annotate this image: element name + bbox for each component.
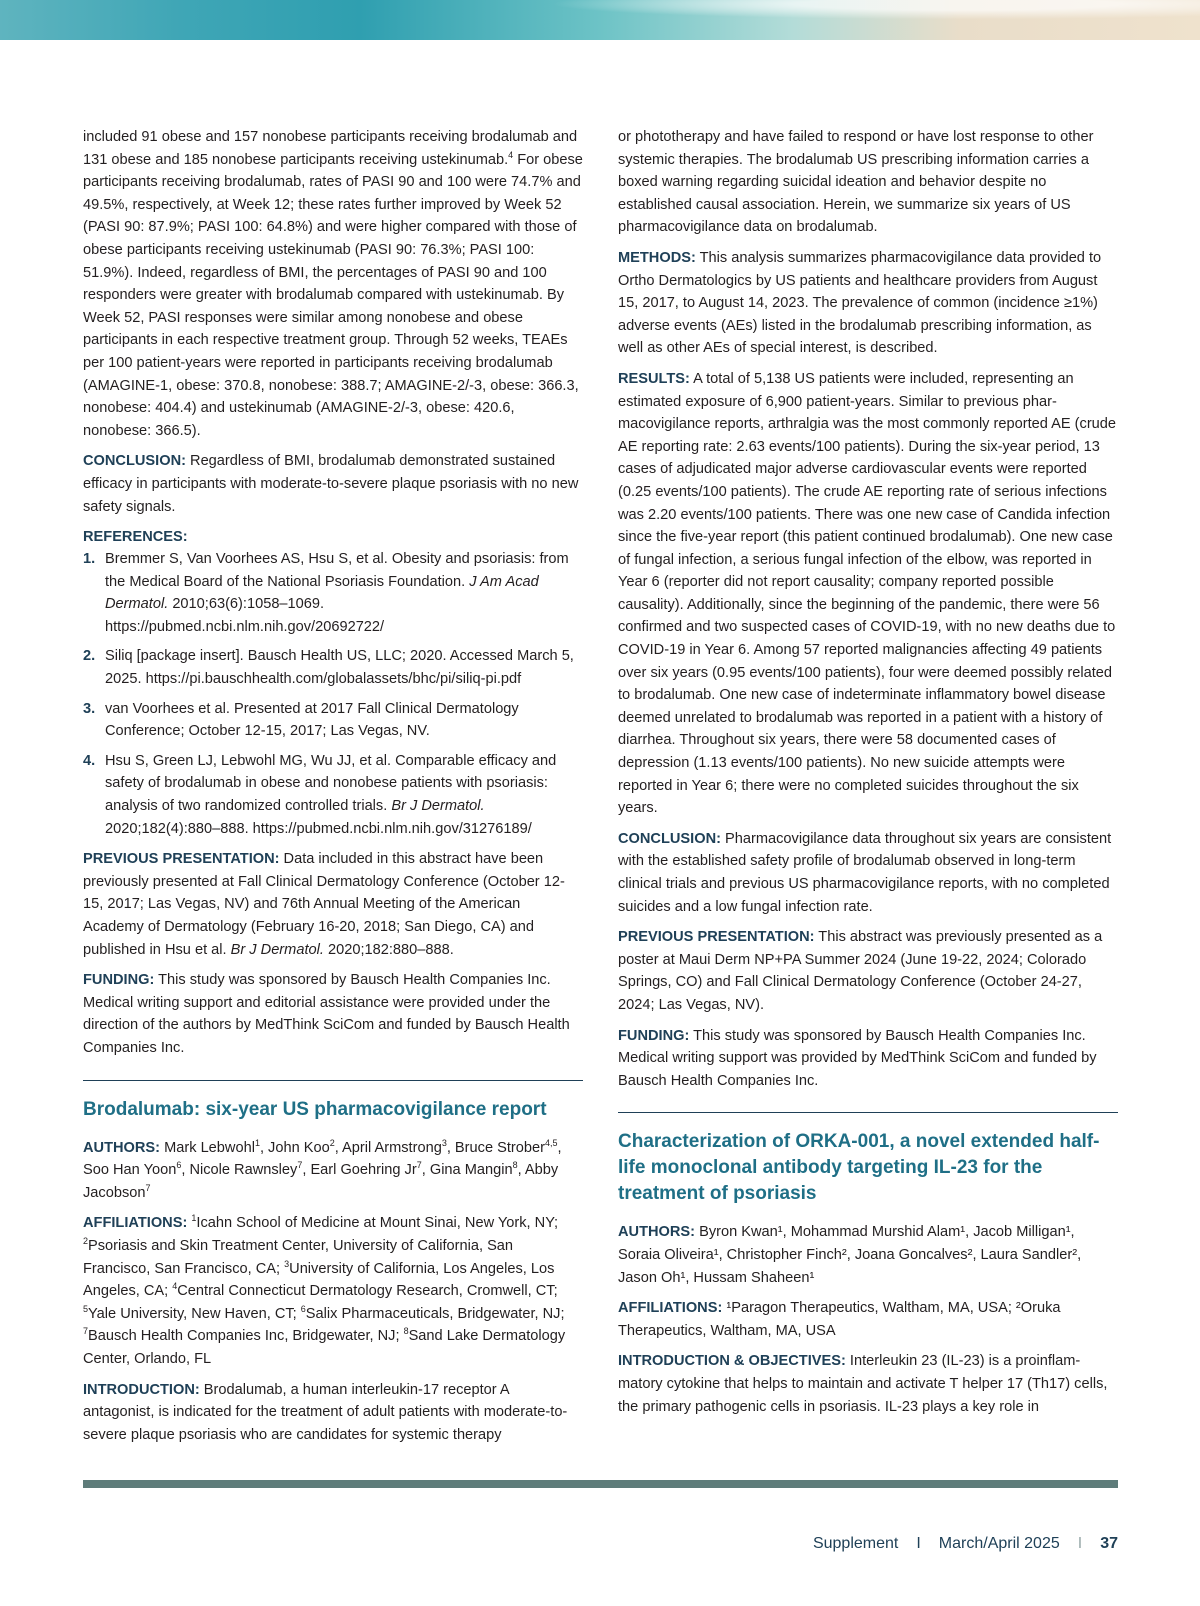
author-name: , Earl Goehring Jr bbox=[302, 1162, 417, 1179]
superscript: 5 bbox=[83, 1303, 89, 1314]
reference-text bbox=[105, 645, 583, 690]
text: included 91 obese and 157 nonobese participants receiving brodalumab and 131 obese and 185 nonobese participants receiving ustekinumab. bbox=[83, 129, 578, 168]
superscript: 7 bbox=[297, 1160, 303, 1171]
page-number: 37 bbox=[1100, 1535, 1118, 1552]
affiliation-text: Icahn School of Medicine at Mount Sinai, New York, NY; bbox=[196, 1215, 559, 1232]
previous-presentation-paragraph bbox=[83, 848, 583, 961]
methods-paragraph bbox=[618, 247, 1118, 360]
authors-text: Byron Kwan¹, Mohammad Murshid Alam¹, Jacob Milligan¹, Soraia Oliveira¹, Christopher Finch², Joana Goncalves², Laura Sandler², Jason Oh¹, Hussam Shaheen¹ bbox=[618, 1224, 1082, 1286]
footer-separator: I bbox=[916, 1535, 921, 1552]
affiliations-paragraph bbox=[83, 1212, 583, 1370]
reference-number: 1. bbox=[83, 551, 96, 568]
superscript: 7 bbox=[83, 1326, 89, 1337]
results-text: A total of 5,138 US patients were included, representing an estimated exposure of 6,900 patient-years. Similar to previous pharmacovigilance reports, arthralgia was the most commonly reported AE (crude AE reporting rate: 2.63 events/100 patients). During the six-year period, 13 cases of adjudicated major adverse cardiovascular events were reported (0.25 events/100 patients). The crude AE reporting rate of serious infections was 2.20 events/100 patients. There was one new case of Candida infection since the five-year report (this patient continued brodalumab). One new case of fungal infection, a serious fungal infection of the elbow, was reported in Year 6 (reporter did not report causality; company reported possible causality). Additionally, since the beginning of the pandemic, there were 56 confirmed and two suspected cases of COVID-19, with no new deaths due to COVID-19 in Year 6. Among 57 reported malignancies affecting 49 patients over six years (0.95 events/100 patients), four were deemed possibly related to brodalumab. One new case of indeterminate inflammatory bowel disease deemed unrelated to brodalumab was reported in a patient with a history of diarrhea. Throughout six years, there were 58 documented cases of depression (1.13 events/100 patients). No new suicide attempts were reported in Year 6; there were no completed suicides throughout the six years. bbox=[618, 370, 1117, 817]
conclusion-label: CONCLUSION: bbox=[83, 453, 186, 470]
conclusion-paragraph bbox=[83, 450, 583, 518]
introduction-label: INTRODUCTION: bbox=[83, 1381, 200, 1398]
author-name: , Bruce Strober bbox=[446, 1139, 545, 1156]
footer-section: Supplement bbox=[812, 1535, 899, 1552]
funding-label: FUNDING: bbox=[618, 1027, 690, 1044]
superscript: 8 bbox=[403, 1326, 409, 1337]
superscript: 3 bbox=[441, 1137, 447, 1148]
footer-bar bbox=[83, 1480, 1118, 1488]
text: or phototherapy and have failed to respond or have lost response to other systemic therapies. The brodalumab US prescribing information carries a boxed warning regarding suicidal ideation and behavior despite no established causal association. Herein, we summarize six years of US pharmacovigilance data on brodalumab. bbox=[618, 129, 1094, 236]
previous-presentation-label: PREVIOUS PRESENTATION: bbox=[83, 851, 280, 868]
methods-label: METHODS: bbox=[618, 249, 696, 266]
superscript: 4 bbox=[172, 1281, 178, 1292]
footer-separator: I bbox=[1077, 1535, 1083, 1552]
reference-number: 4. bbox=[83, 752, 96, 769]
introduction-paragraph bbox=[618, 1350, 1118, 1418]
reference-text bbox=[105, 698, 583, 743]
authors-label: AUTHORS: bbox=[618, 1224, 696, 1241]
affiliation-text: Central Connecticut Dermatology Research, Cromwell, CT; bbox=[177, 1283, 558, 1300]
previous-presentation-label: PREVIOUS PRESENTATION: bbox=[618, 929, 815, 946]
author-name: , Nicole Rawnsley bbox=[181, 1162, 298, 1179]
text: 2020;182:880–888. bbox=[323, 941, 454, 958]
text: Hsu S, Green LJ, Lebwohl MG, Wu JJ, et al. Comparable efficacy and safety of brodalumab in obese and nonobese patients with psoriasis: analysis of two randomized controlled trials. bbox=[105, 752, 557, 815]
superscript: 6 bbox=[176, 1160, 182, 1171]
superscript: 2 bbox=[329, 1137, 335, 1148]
abstract-title: Characterization of ORKA-001, a novel extended half-life monoclonal antibody targeting IL-23 for the treatment of psoriasis bbox=[618, 1131, 1100, 1205]
affiliation-text: Bausch Health Companies Inc, Bridgewater, NJ; bbox=[88, 1328, 404, 1345]
affiliations-paragraph bbox=[618, 1297, 1118, 1342]
affiliations-label: AFFILIATIONS: bbox=[83, 1215, 188, 1232]
reference-number: 3. bbox=[83, 700, 96, 717]
affiliation-text: Psoriasis and Skin Treatment Center, University of California, San Francisco, San Francisco, CA; bbox=[83, 1237, 514, 1277]
text: For obese participants receiving brodalumab, rates of PASI 90 and 100 were 74.7% and 49.5%, respectively, at Week 12; these rates further improved by Week 52 (PASI 90: 87.9%; PASI 100: 64.8%) and were higher compared with those of obese participants receiving ustekinumab (PASI 90: 76.3%; PASI 100: 51.9%). Indeed, regardless of BMI, the percentages of PASI 90 and 100 responders were greater with brodalumab compared with ustekinumab. By Week 52, PASI responses were similar among nonobese and obese participants in each respective treatment group. Through 52 weeks, TEAEs per 100 patient-years were reported in participants receiving brodalumab (AMAGINE-1, obese: 370.8, nonobese: 388.7; AMAGINE-2/-3, obese: 366.3, nonobese: 404.4) and ustekinumab (AMAGINE-2/-3, obese: 420.6, nonobese: 366.5). bbox=[83, 151, 583, 439]
author-name: , John Koo bbox=[259, 1139, 330, 1156]
reference-item bbox=[83, 750, 583, 840]
intro-continued-paragraph bbox=[83, 126, 583, 442]
right-column bbox=[618, 126, 1118, 1426]
previous-presentation-paragraph bbox=[618, 926, 1118, 1016]
references-heading: REFERENCES: bbox=[83, 529, 188, 546]
header-banner-image bbox=[0, 0, 1200, 40]
author-name: , Gina Mangin bbox=[421, 1162, 513, 1179]
superscript: 4,5 bbox=[544, 1137, 558, 1148]
authors-label: AUTHORS: bbox=[83, 1139, 161, 1156]
conclusion-paragraph bbox=[618, 828, 1118, 918]
funding-label: FUNDING: bbox=[83, 972, 155, 989]
superscript: 7 bbox=[145, 1182, 151, 1193]
text: Bremmer S, Van Voorhees AS, Hsu S, et al. Obesity and psoriasis: from the Medical Board of the National Psoriasis Foundation. bbox=[105, 551, 569, 590]
text[interactable]: 2020;182(4):880–888. https://pubmed.ncbi.nlm.nih.gov/31276189/ bbox=[105, 820, 532, 837]
reference-item bbox=[83, 548, 583, 638]
funding-paragraph bbox=[618, 1025, 1118, 1093]
reference-item bbox=[83, 645, 583, 690]
affiliation-text: University of California, Los Angeles, Los Angeles, CA; bbox=[83, 1260, 555, 1300]
superscript: 1 bbox=[191, 1213, 197, 1224]
superscript: 3 bbox=[284, 1258, 290, 1269]
section-divider bbox=[618, 1112, 1118, 1113]
author-name: , Abby Jacobson bbox=[83, 1162, 559, 1201]
reference-item bbox=[83, 698, 583, 743]
authors-paragraph bbox=[83, 1137, 583, 1205]
superscript: 1 bbox=[254, 1137, 260, 1148]
journal-name: J Am Acad Dermatol. bbox=[105, 573, 539, 613]
conclusion-text: Regardless of BMI, brodalumab demonstrated sustained efficacy in participants with moderate-to-severe plaque psoriasis with no new safety signals. bbox=[83, 453, 579, 515]
journal-name: Br J Dermatol. bbox=[391, 798, 485, 815]
reference-text bbox=[105, 750, 583, 840]
abstract-title: Brodalumab: six-year US pharmacovigilance report bbox=[83, 1098, 547, 1120]
intro-continued-paragraph bbox=[618, 126, 1118, 239]
affiliations-text: ¹Paragon Therapeutics, Waltham, MA, USA; ²Oruka Therapeutics, Waltham, MA, USA bbox=[618, 1300, 1061, 1339]
text: Data included in this abstract have been previously presented at Fall Clinical Dermatology Conference (October 12-15, 2017; Las Vegas, NV) and 76th Annual Meeting of the American Academy of Dermatology (February 16-20, 2018; San Diego, CA) and published in Hsu et al. bbox=[83, 851, 565, 958]
reference-list bbox=[83, 548, 583, 840]
author-name: , April Armstrong bbox=[334, 1139, 442, 1156]
journal-name: Br J Dermatol. bbox=[230, 941, 324, 958]
text: This abstract was previously presented as a poster at Maui Derm NP+PA Summer 2024 (June 19-22, 2024; Colorado Springs, CO) and Fall Clinical Dermatology Conference (October 24-27, 2024; Las Vegas, NV). bbox=[618, 929, 1103, 1013]
left-column bbox=[83, 126, 583, 1454]
conclusion-label: CONCLUSION: bbox=[618, 830, 721, 847]
affiliation-text: Sand Lake Dermatology Center, Orlando, FL bbox=[83, 1328, 566, 1367]
authors-paragraph bbox=[618, 1221, 1118, 1289]
affiliation-text: Salix Pharmaceuticals, Bridgewater, NJ; bbox=[305, 1305, 565, 1322]
introduction-paragraph bbox=[83, 1379, 583, 1447]
section-divider bbox=[83, 1080, 583, 1081]
author-name: Mark Lebwohl bbox=[160, 1139, 255, 1156]
results-label: RESULTS: bbox=[618, 370, 690, 387]
introduction-text: Brodalumab, a human interleukin-17 receptor A antagonist, is indicated for the treatment of adult patients with moderate-to-severe plaque psoriasis who are candidates for systemic therapy bbox=[83, 1381, 568, 1443]
results-paragraph bbox=[618, 368, 1118, 820]
superscript: 4 bbox=[508, 149, 514, 160]
introduction-label: INTRODUCTION & OBJECTIVES: bbox=[618, 1353, 846, 1370]
funding-text: This study was sponsored by Bausch Health Companies Inc. Medical writing support and editorial assistance were provided under the direction of the authors by MedThink SciCom and funded by Bausch Health Companies Inc. bbox=[83, 972, 570, 1056]
author-name: , Soo Han Yoon bbox=[83, 1139, 562, 1179]
text[interactable]: Siliq [package insert]. Bausch Health US, LLC; 2020. Accessed March 5, 2025. https://pi.bauschhealth.com/globalassets/bhc/pi/siliq-pi.pdf bbox=[105, 648, 574, 688]
text[interactable]: 2010;63(6):1058–1069. https://pubmed.ncbi.nlm.nih.gov/20692722/ bbox=[105, 596, 385, 635]
superscript: 6 bbox=[300, 1303, 306, 1314]
reference-text bbox=[105, 548, 583, 638]
funding-text: This study was sponsored by Bausch Health Companies Inc. Medical writing support was provided by MedThink SciCom and funded by Bausch Health Companies Inc. bbox=[618, 1027, 1097, 1089]
page-footer bbox=[813, 1535, 1118, 1553]
reference-number: 2. bbox=[83, 648, 96, 665]
superscript: 7 bbox=[416, 1160, 422, 1171]
affiliation-text: Yale University, New Haven, CT; bbox=[88, 1305, 301, 1322]
superscript: 2 bbox=[83, 1236, 89, 1247]
affiliations-label: AFFILIATIONS: bbox=[618, 1300, 723, 1317]
superscript: 8 bbox=[512, 1160, 518, 1171]
footer-issue: March/April 2025 bbox=[938, 1535, 1060, 1552]
methods-text: This analysis summarizes pharmacovigilance data provided to Ortho Dermatologics by US patients and healthcare providers from August 15, 2017, to August 14, 2023. The prevalence of common (incidence ≥1%) adverse events (AEs) listed in the brodalumab prescribing information, as well as other AEs of special interest, is described. bbox=[618, 249, 1102, 357]
conclusion-text: Pharmacovigilance data throughout six years are consistent with the established safety profile of brodalumab observed in long-term clinical trials and previous US pharmacovigilance reports, with no completed suicides and a low fungal infection rate. bbox=[618, 830, 1112, 915]
introduction-text: Interleukin 23 (IL-23) is a proinflammatory cytokine that helps to maintain and activate T helper 17 (Th17) cells, the primary pathogenic cells in psoriasis. IL-23 plays a key role in bbox=[618, 1353, 1108, 1415]
text: van Voorhees et al. Presented at 2017 Fall Clinical Dermatology Conference; October 12-15, 2017; Las Vegas, NV. bbox=[105, 700, 519, 740]
funding-paragraph bbox=[83, 969, 583, 1059]
